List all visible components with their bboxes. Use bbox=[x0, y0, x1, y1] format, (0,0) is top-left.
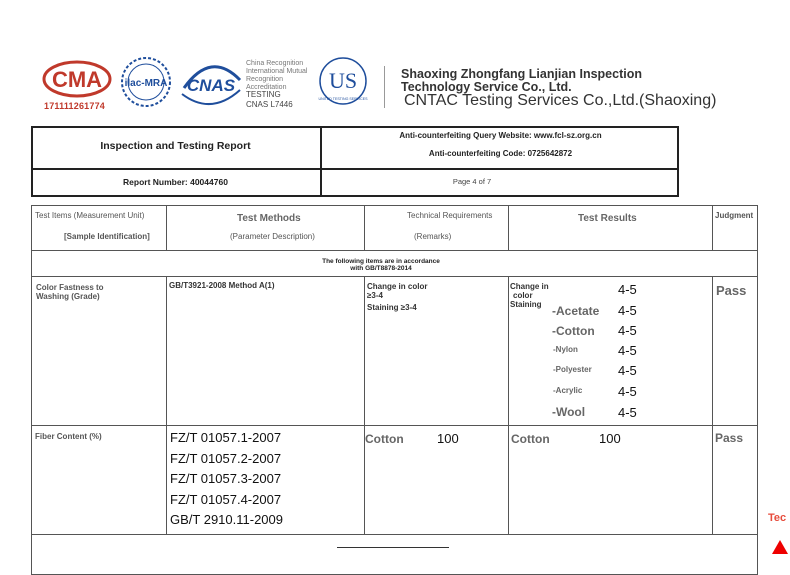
table-col-line bbox=[166, 205, 167, 250]
edge-red-text: Tec bbox=[768, 512, 787, 524]
cnas-side-line: Recognition bbox=[246, 76, 283, 83]
table-col-line bbox=[364, 205, 365, 250]
result-value: 4-5 bbox=[618, 363, 637, 378]
fiber-methods-list bbox=[170, 428, 283, 531]
fiber-label: -Wool bbox=[552, 405, 586, 419]
item-color-fastness bbox=[36, 283, 104, 301]
note-line1: The following items are in accordance bbox=[322, 258, 440, 265]
req-cotton-label: Cotton bbox=[365, 432, 404, 446]
header-remarks: (Remarks) bbox=[414, 232, 452, 241]
judgment-pass: Pass bbox=[715, 431, 744, 445]
us-logo-caption: UNITED TESTING SERVICES bbox=[318, 97, 368, 101]
fiber-label: -Acrylic bbox=[553, 386, 583, 395]
company-name-cn bbox=[401, 68, 642, 94]
us-logo-text: US bbox=[328, 68, 358, 93]
result-value: 4-5 bbox=[618, 384, 637, 399]
query-website: Anti-counterfeiting Query Website: www.fcl-sz.org.cn bbox=[399, 131, 602, 140]
req-line: Change in color bbox=[367, 282, 428, 291]
ilac-logo-text: ilac-MRA bbox=[124, 78, 168, 89]
result-value: 4-5 bbox=[618, 405, 637, 420]
result-value: 4-5 bbox=[618, 303, 637, 318]
table-col-line bbox=[712, 205, 713, 250]
table-line bbox=[31, 534, 758, 535]
cnas-logo bbox=[178, 58, 244, 108]
cnas-side-text bbox=[246, 60, 326, 92]
item-line: Washing (Grade) bbox=[36, 292, 100, 301]
note-line2: with GB/T8878-2014 bbox=[350, 265, 412, 272]
req-line: Staining ≥3-4 bbox=[367, 303, 417, 312]
fiber-label: -Cotton bbox=[552, 324, 595, 338]
signature-line bbox=[337, 547, 449, 548]
header-sample-id: [Sample Identification] bbox=[64, 232, 150, 241]
fiber-label: -Polyester bbox=[553, 365, 592, 374]
method-item: FZ/T 01057.4-2007 bbox=[170, 491, 282, 507]
result-line: Change in bbox=[510, 282, 549, 291]
fiber-label: -Acetate bbox=[552, 304, 600, 318]
cnas-logo-text: CNAS bbox=[186, 76, 236, 95]
result-cotton-value: 100 bbox=[599, 431, 621, 446]
method-item: FZ/T 01057.2-2007 bbox=[170, 450, 282, 466]
result-cotton-label: Cotton bbox=[511, 432, 550, 446]
header-divider bbox=[384, 66, 385, 108]
method-item: FZ/T 01057.3-2007 bbox=[170, 471, 282, 486]
table-col-line bbox=[508, 276, 509, 534]
result-value: 4-5 bbox=[618, 282, 637, 297]
cma-logo bbox=[42, 60, 112, 98]
report-title: Inspection and Testing Report bbox=[100, 140, 251, 152]
cnas-side-line: China Recognition bbox=[246, 60, 304, 67]
table-line bbox=[31, 425, 758, 426]
standard-note bbox=[31, 258, 731, 272]
table-col-line bbox=[712, 276, 713, 534]
cnas-testing-label: TESTING bbox=[246, 90, 281, 99]
req-line: ≥3-4 bbox=[367, 291, 383, 300]
table-col-line bbox=[508, 205, 509, 250]
warning-triangle-icon bbox=[772, 540, 788, 554]
company-line2: Technology Service Co., Ltd. bbox=[401, 80, 572, 94]
item-fiber-content: Fiber Content (%) bbox=[35, 432, 102, 441]
page-indicator: Page 4 of 7 bbox=[452, 177, 492, 186]
cnas-testing bbox=[246, 90, 293, 110]
result-line: color bbox=[513, 291, 533, 300]
header-parameter: (Parameter Description) bbox=[230, 232, 315, 241]
header-test-items: Test Items (Measurement Unit) bbox=[35, 211, 145, 220]
table-line bbox=[31, 250, 758, 251]
result-value: 4-5 bbox=[618, 343, 637, 358]
table-col-line bbox=[166, 276, 167, 534]
anti-counterfeit-code: Anti-counterfeiting Code: 0725642872 bbox=[428, 149, 573, 158]
fiber-label: -Nylon bbox=[553, 345, 578, 354]
title-box-divider-h bbox=[31, 168, 679, 170]
judgment-pass: Pass bbox=[716, 283, 747, 298]
cnas-side-line: Accreditation bbox=[246, 84, 287, 91]
method-gbt3921: GB/T3921-2008 Method A(1) bbox=[169, 281, 275, 290]
company-name-en: CNTAC Testing Services Co.,Ltd.(Shaoxing) bbox=[404, 92, 717, 109]
header-test-methods: Test Methods bbox=[237, 213, 301, 224]
header-test-results: Test Results bbox=[578, 213, 637, 224]
result-change-label bbox=[510, 282, 549, 309]
item-line: Color Fastness to bbox=[36, 283, 104, 292]
report-number: Report Number: 40044760 bbox=[123, 177, 228, 187]
cnas-code: CNAS L7446 bbox=[246, 100, 293, 109]
method-item: FZ/T 01057.1-2007 bbox=[170, 430, 282, 445]
header-technical: Technical Requirements bbox=[407, 211, 493, 220]
header-judgment: Judgment bbox=[715, 211, 754, 220]
cnas-side-line: International Mutual bbox=[246, 68, 308, 75]
requirement-color bbox=[367, 282, 427, 312]
cma-number: 171111261774 bbox=[44, 101, 105, 111]
method-item: GB/T 2910.11-2009 bbox=[170, 512, 283, 527]
us-logo bbox=[318, 56, 368, 110]
req-cotton-value: 100 bbox=[437, 431, 459, 446]
cma-logo-text: CMA bbox=[51, 67, 103, 92]
ilac-mra-logo bbox=[118, 56, 174, 108]
result-line: Staining bbox=[510, 300, 542, 309]
table-col-line bbox=[364, 276, 365, 534]
company-line1: Shaoxing Zhongfang Lianjian Inspection bbox=[401, 67, 642, 81]
table-line bbox=[31, 276, 758, 277]
result-value: 4-5 bbox=[618, 323, 637, 338]
